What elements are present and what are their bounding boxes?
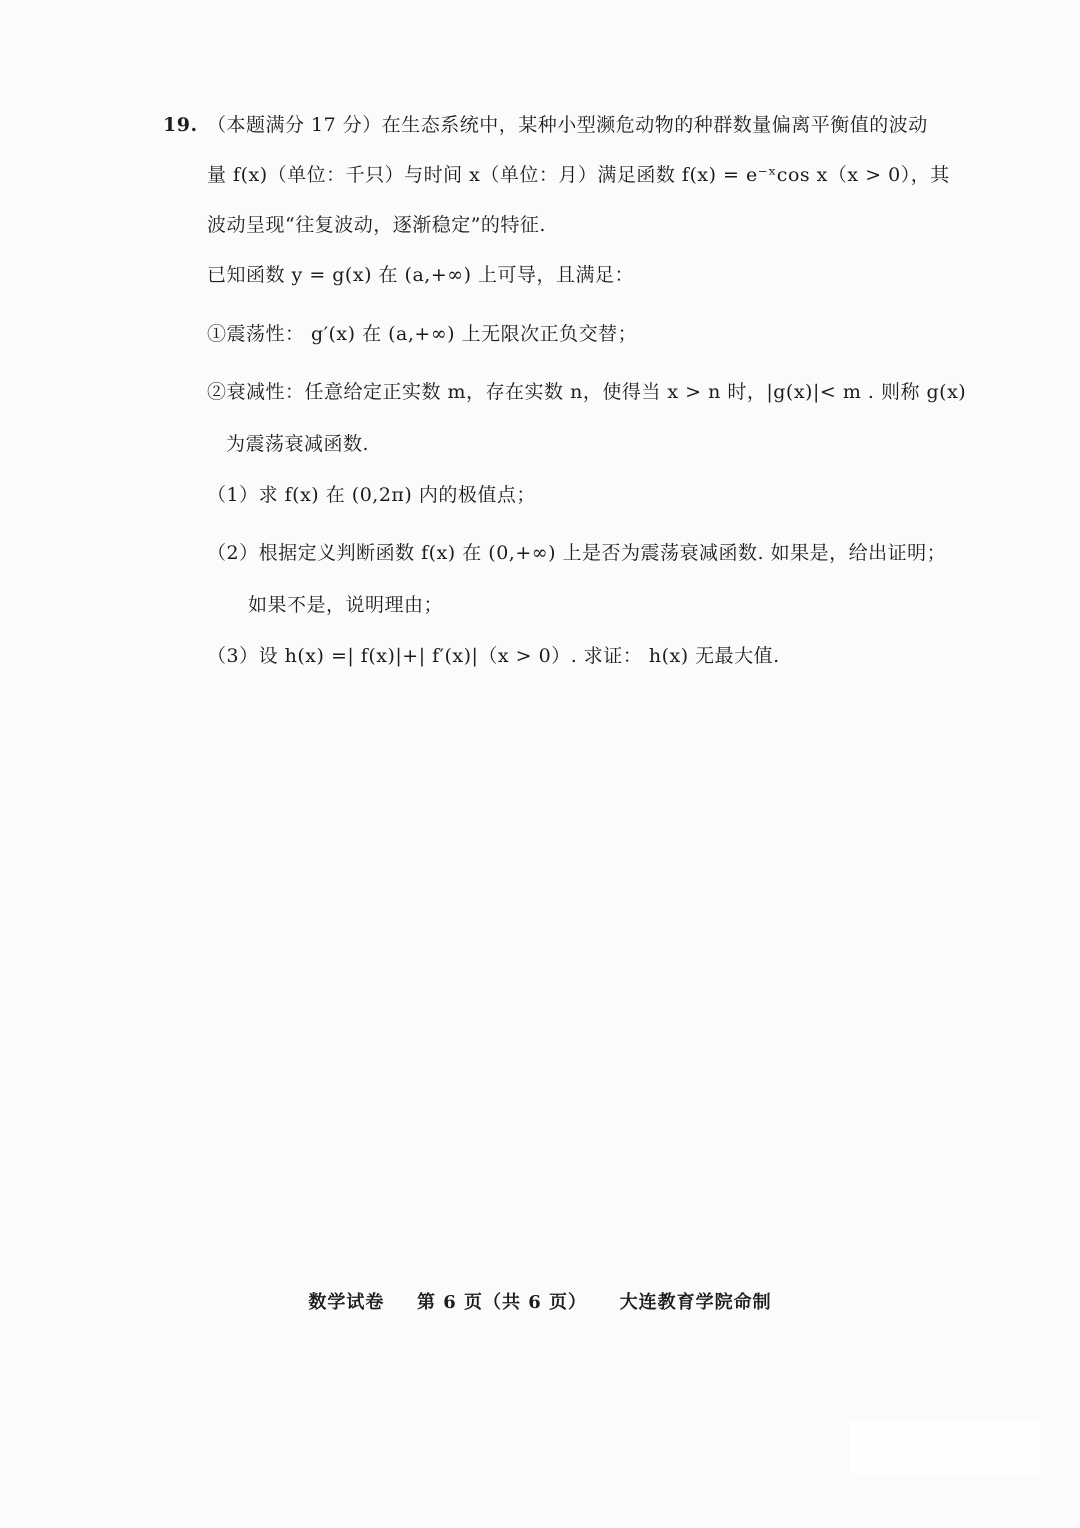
footer-subject: 数学试卷 [308, 1292, 385, 1313]
subquestion-2-cont: 如果不是，说明理由； [248, 594, 444, 616]
condition-oscillation: ①震荡性： g′(x) 在 (a,+∞) 上无限次正负交替； [207, 323, 638, 345]
subquestion-3: （3）设 h(x) =| f(x)|+| f′(x)|（x > 0）. 求证： h(x) 无最大值. [207, 645, 780, 667]
question-line-2: 量 f(x)（单位：千只）与时间 x（单位：月）满足函数 f(x) = e⁻ˣcos x（x > 0），其 [207, 164, 950, 186]
condition-decay: ②衰减性：任意给定正实数 m，存在实数 n，使得当 x > n 时，|g(x)|< m . 则称 g(x) [207, 381, 967, 403]
question-number: 19. [163, 114, 198, 136]
question-line-1: （本题满分 17 分）在生态系统中，某种小型濒危动物的种群数量偏离平衡值的波动 [207, 114, 928, 136]
footer-publisher: 大连教育学院命制 [619, 1292, 772, 1313]
footer-page-number: 第 6 页（共 6 页） [416, 1292, 588, 1313]
scan-artifact [850, 1420, 1040, 1475]
page-footer [0, 1288, 1080, 1314]
question-line-3: 波动呈现“往复波动，逐渐稳定”的特征. [207, 214, 546, 236]
subquestion-1: （1）求 f(x) 在 (0,2π) 内的极值点； [207, 484, 536, 506]
subquestion-2: （2）根据定义判断函数 f(x) 在 (0,+∞) 上是否为震荡衰减函数. 如果是，给出证明； [207, 542, 947, 564]
condition-decay-cont: 为震荡衰减函数. [226, 433, 370, 455]
question-line-4: 已知函数 y = g(x) 在 (a,+∞) 上可导，且满足： [207, 264, 635, 286]
